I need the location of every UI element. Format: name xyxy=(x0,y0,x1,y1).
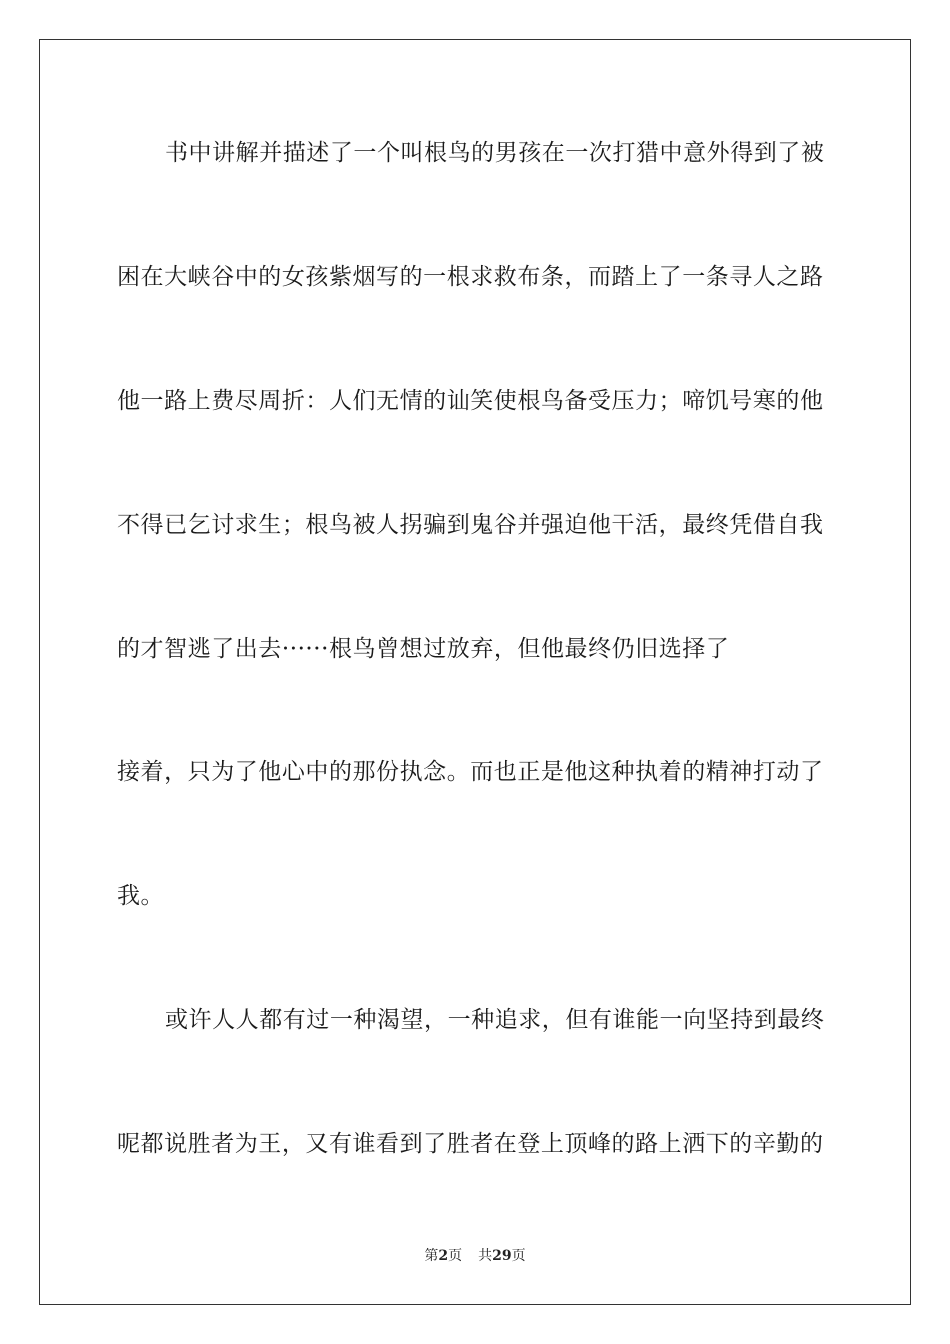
total-prefix: 共 xyxy=(478,1248,493,1264)
text-line: 的才智逃了出去······根鸟曾想过放弃，但他最终仍旧选择了 xyxy=(117,636,730,662)
text-line: 我。 xyxy=(117,883,165,909)
text-line: 或许人人都有过一种渴望，一种追求，但有谁能一向坚持到最终 xyxy=(165,1007,825,1033)
text-line: 困在大峡谷中的女孩紫烟写的一根求救布条，而踏上了一条寻人之路 xyxy=(117,264,824,290)
text-line: 接着，只为了他心中的那份执念。而也正是他这种执着的精神打动了 xyxy=(117,759,824,785)
total-suffix: 页 xyxy=(511,1248,526,1264)
page-border xyxy=(39,39,911,1305)
page-suffix: 页 xyxy=(448,1248,463,1264)
total-pages: 29 xyxy=(492,1248,512,1264)
text-line: 他一路上费尽周折：人们无情的讪笑使根鸟备受压力；啼饥号寒的他 xyxy=(117,388,824,414)
text-line: 呢都说胜者为王，又有谁看到了胜者在登上顶峰的路上洒下的辛勤的 xyxy=(117,1131,824,1157)
text-line: 书中讲解并描述了一个叫根鸟的男孩在一次打猎中意外得到了被 xyxy=(165,140,825,166)
text-line: 不得已乞讨求生；根鸟被人拐骗到鬼谷并强迫他干活，最终凭借自我 xyxy=(117,512,824,538)
page-prefix: 第 xyxy=(424,1248,439,1264)
page-number: 2 xyxy=(438,1248,449,1264)
page-footer xyxy=(0,1246,950,1266)
